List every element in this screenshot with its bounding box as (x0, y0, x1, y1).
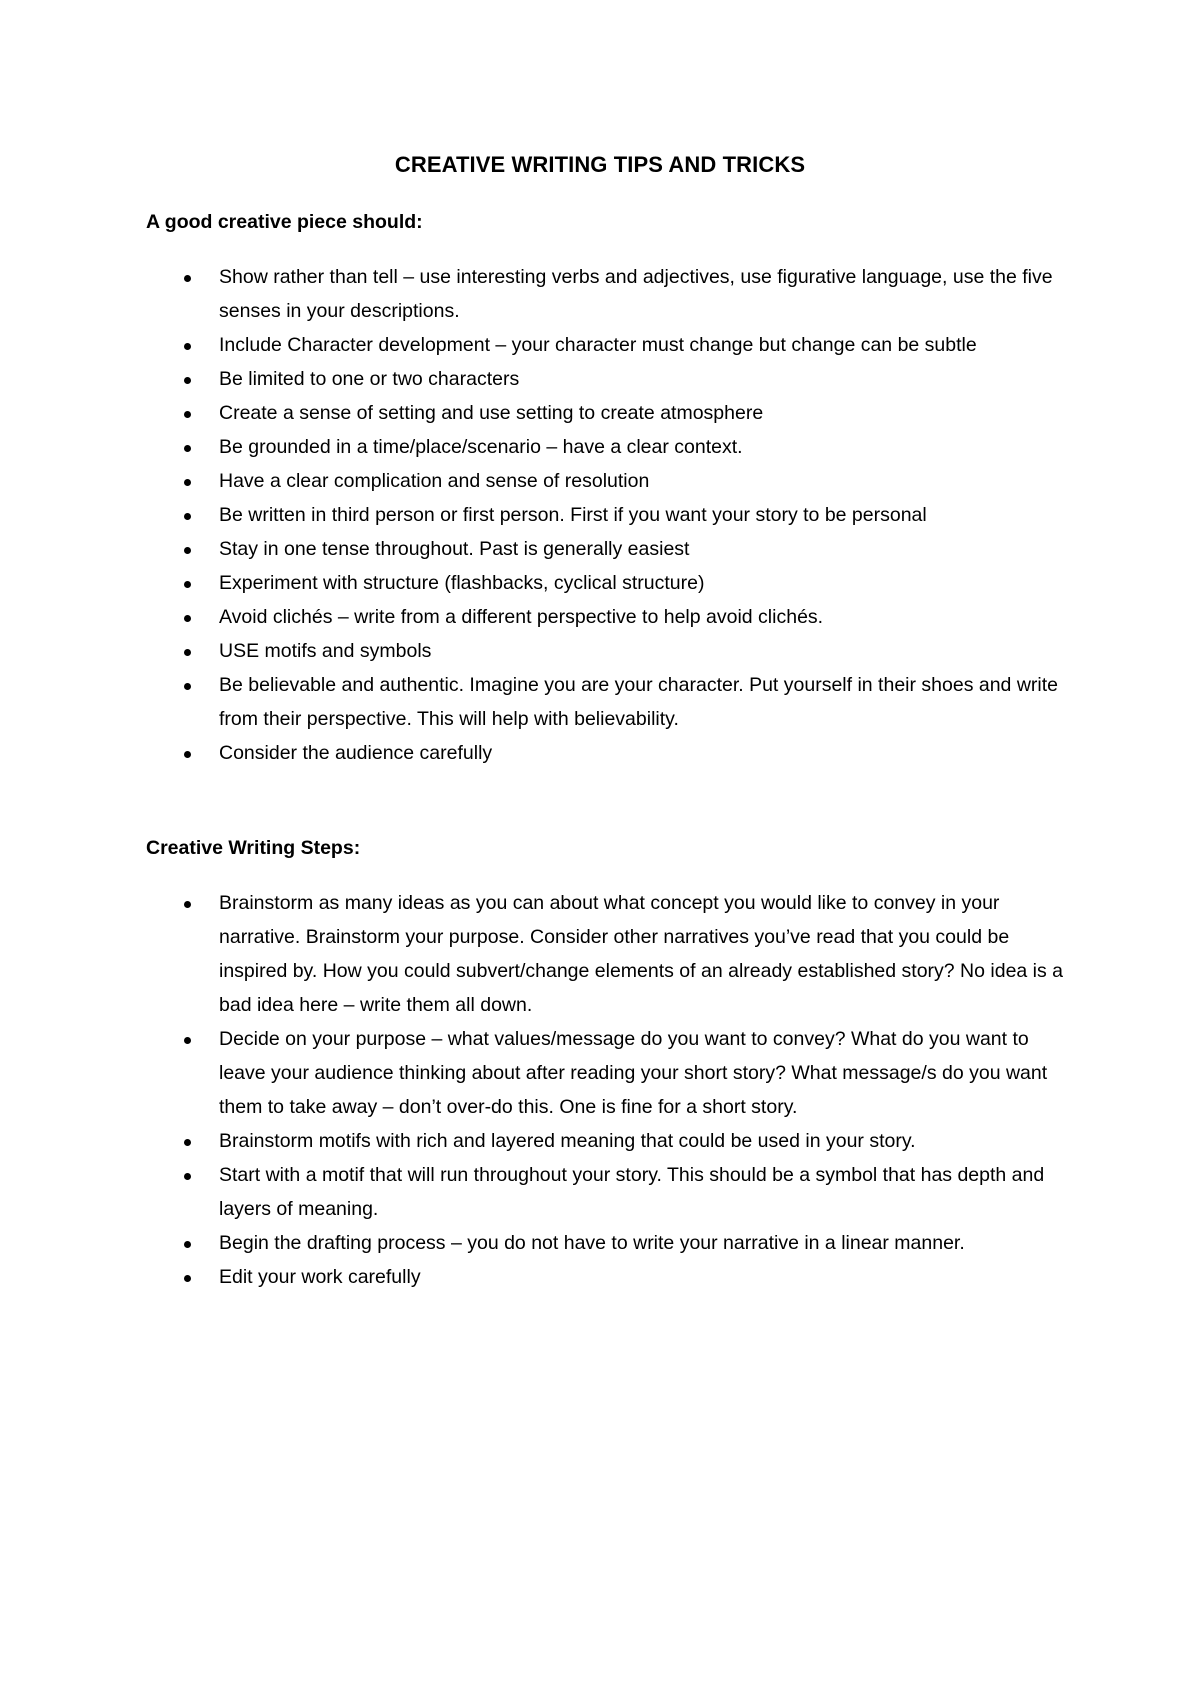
bullet-icon (184, 1173, 191, 1180)
list-item (146, 498, 1076, 532)
list-item-text: Edit your work carefully (219, 1266, 421, 1288)
list-item-text: Brainstorm motifs with rich and layered meaning that could be used in your story. (219, 1130, 916, 1152)
bullet-icon (184, 901, 191, 908)
list-item (146, 362, 1076, 396)
bullet-icon (184, 275, 191, 282)
list-item-text: Experiment with structure (flashbacks, cyclical structure) (219, 572, 705, 594)
list-item (146, 566, 1076, 600)
bullet-icon (184, 649, 191, 656)
list-item-text: USE motifs and symbols (219, 640, 432, 662)
list-item-text: Be believable and authentic. Imagine you are your character. Put yourself in their shoes and write from their perspective. This will help with believability. (219, 674, 1058, 730)
list-item-text: Stay in one tense throughout. Past is generally easiest (219, 538, 690, 560)
list-item (146, 1022, 1076, 1124)
list-item (146, 1226, 1076, 1260)
list-item-text: Consider the audience carefully (219, 742, 493, 764)
list-item (146, 396, 1076, 430)
list-item-text: Start with a motif that will run throughout your story. This should be a symbol that has depth and layers of meaning. (219, 1164, 1045, 1220)
bullet-icon (184, 513, 191, 520)
bullet-icon (184, 445, 191, 452)
list-item-text: Avoid clichés – write from a different perspective to help avoid clichés. (219, 606, 824, 628)
bullet-icon (184, 1139, 191, 1146)
list-item (146, 736, 1076, 770)
bullet-icon (184, 683, 191, 690)
list-item (146, 464, 1076, 498)
list-item-text: Brainstorm as many ideas as you can about what concept you would like to convey in your narrative. Brainstorm your purpose. Consider other narratives you’ve read that you could be inspired by. How you could subvert/change elements of an already established story? No idea is a bad idea here – write them all down. (219, 892, 1064, 1016)
bullet-icon (184, 751, 191, 758)
list-item (146, 886, 1076, 1022)
list-item-text: Include Character development – your character must change but change can be subtle (219, 334, 977, 356)
list-item (146, 1124, 1076, 1158)
bullet-icon (184, 1037, 191, 1044)
bullet-icon (184, 1275, 191, 1282)
list-item (146, 634, 1076, 668)
bullet-icon (184, 1241, 191, 1248)
list-item (146, 1260, 1076, 1294)
list-item-text: Be limited to one or two characters (219, 368, 520, 390)
list-item-text: Create a sense of setting and use setting to create atmosphere (219, 402, 764, 424)
list-item (146, 328, 1076, 362)
list-item (146, 260, 1076, 328)
list-item (146, 1158, 1076, 1226)
list-item (146, 668, 1076, 736)
bullet-icon (184, 615, 191, 622)
list-item (146, 430, 1076, 464)
list-item-text: Be written in third person or first person. First if you want your story to be personal (219, 504, 927, 526)
bullet-icon (184, 377, 191, 384)
section-heading-writing-steps: Creative Writing Steps: (146, 837, 361, 859)
writing-steps-list (146, 886, 1076, 1294)
bullet-icon (184, 581, 191, 588)
list-item-text: Begin the drafting process – you do not have to write your narrative in a linear manner. (219, 1232, 965, 1254)
bullet-icon (184, 343, 191, 350)
list-item-text: Be grounded in a time/place/scenario – have a clear context. (219, 436, 743, 458)
list-item-text: Show rather than tell – use interesting verbs and adjectives, use figurative language, use the five senses in your descriptions. (219, 266, 1053, 322)
bullet-icon (184, 547, 191, 554)
list-item (146, 532, 1076, 566)
bullet-icon (184, 411, 191, 418)
document-title: CREATIVE WRITING TIPS AND TRICKS (394, 152, 806, 177)
list-item-text: Decide on your purpose – what values/message do you want to convey? What do you want to leave your audience thinking about after reading your short story? What message/s do you want them to take away – don’t over-do this. One is fine for a short story. (219, 1028, 1048, 1118)
list-item-text: Have a clear complication and sense of resolution (219, 470, 650, 492)
bullet-icon (184, 479, 191, 486)
list-item (146, 600, 1076, 634)
section-heading-good-piece: A good creative piece should: (146, 211, 423, 233)
good-piece-list (146, 260, 1076, 770)
